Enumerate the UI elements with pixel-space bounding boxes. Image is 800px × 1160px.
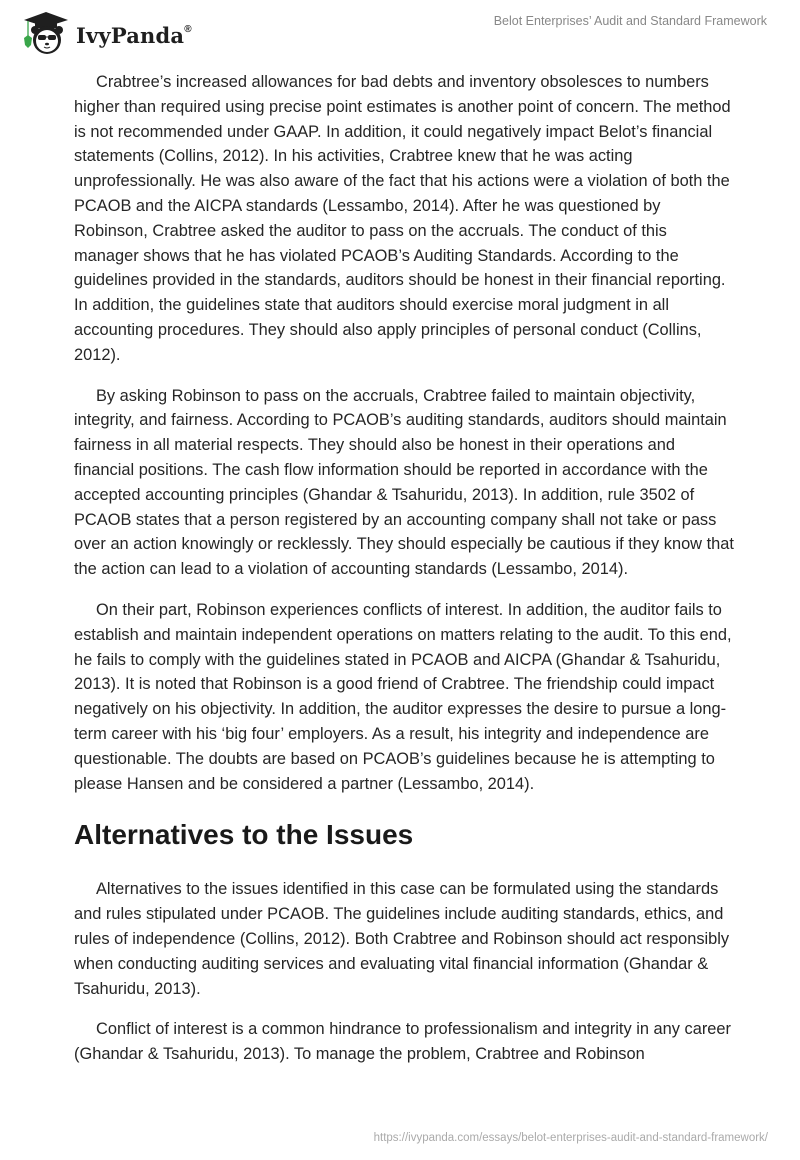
paragraph: On their part, Robinson experiences conflicts of interest. In addition, the auditor fails to establish and maintain independent operations on matters relating to the audit. To this end, he fails to comply with the guidelines stated in PCAOB and AICPA (Ghandar & Tsahuridu, 2013). It is noted that Robinson is a good friend of Crabtree. The friendship could impact negatively on his objectivity. In addition, the auditor expresses the desire to pursue a long-term career with his ‘big four’ employers. As a result, his integrity and independence are questionable. The doubts are based on PCAOB’s guidelines because he is attempting to please Hansen and be considered a partner (Lessambo, 2014). [74, 600, 732, 793]
source-url-link[interactable]: https://ivypanda.com/essays/belot-enterprises-audit-and-standard-framework/ [373, 1132, 768, 1144]
panda-graduate-icon [18, 8, 74, 56]
ivypanda-logo[interactable] [18, 8, 192, 56]
brand-name: IvyPanda® [76, 22, 192, 48]
paragraph: By asking Robinson to pass on the accruals, Crabtree failed to maintain objectivity, integrity, and fairness. According to PCAOB’s auditing standards, auditors should maintain fairness in all material respects. They should also be honest in their operations and financial positions. The cash flow information should be reported in accordance with the accepted accounting principles (Ghandar & Tsahuridu, 2013). In addition, rule 3502 of PCAOB states that a person registered by an accounting company shall not take or pass over an action knowingly or recklessly. They should especially be cautious if they know that the action can lead to a violation of accounting standards (Lessambo, 2014). [74, 386, 734, 579]
paragraph: Alternatives to the issues identified in this case can be formulated using the standards and rules stipulated under PCAOB. The guidelines include auditing standards, ethics, and rules of independence (Collins, 2012). Both Crabtree and Robinson should act responsibly when conducting auditing services and evaluating vital financial information (Ghandar & Tsahuridu, 2013). [74, 880, 730, 998]
section-heading: Alternatives to the Issues [74, 819, 414, 851]
essay-body [74, 70, 736, 1083]
paragraph: Crabtree’s increased allowances for bad debts and inventory obsolesces to numbers higher than required using precise point estimates is another point of concern. The method is not recommended under GAAP. In addition, it could negatively impact Belot’s financial statements (Collins, 2012). In his activities, Crabtree knew that he was acting unprofessionally. He was also aware of the fact that his actions were a violation of both the PCAOB and the AICPA standards (Lessambo, 2014). After he was questioned by Robinson, Crabtree asked the auditor to pass on the accruals. The conduct of this manager shows that he has violated PCAOB’s Auditing Standards. According to the guidelines provided in the standards, auditors should be honest in their financial reporting. In addition, the guidelines state that auditors should exercise moral judgment in all accounting procedures. They should also apply principles of personal conduct (Collins, 2012). [74, 73, 731, 364]
registered-mark: ® [184, 23, 192, 35]
page-header [0, 0, 800, 60]
paragraph: Conflict of interest is a common hindrance to professionalism and integrity in any career (Ghandar & Tsahuridu, 2013). To manage the problem, Crabtree and Robinson [74, 1020, 731, 1064]
document-title: Belot Enterprises’ Audit and Standard Framework [493, 14, 767, 28]
